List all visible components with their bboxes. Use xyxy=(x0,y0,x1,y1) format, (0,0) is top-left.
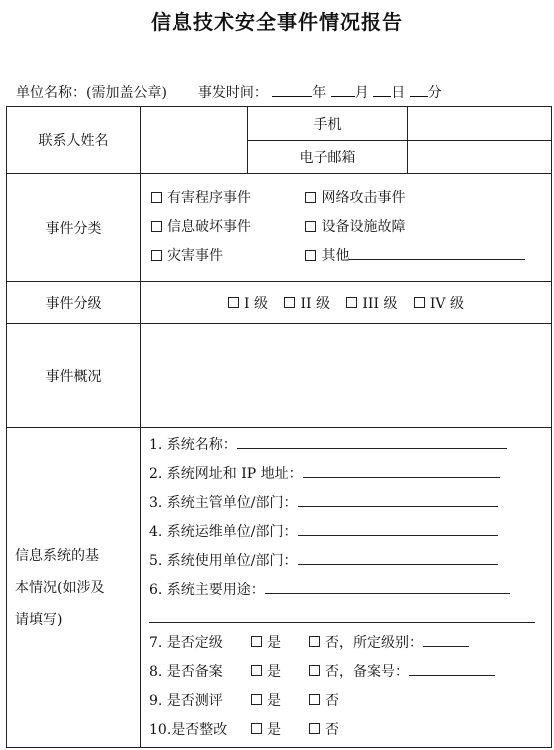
contact-name-label: 联系人姓名 xyxy=(7,107,141,174)
unit-name-label: 单位名称：(需加盖公章) xyxy=(16,85,167,101)
day-field[interactable] xyxy=(373,84,391,97)
incident-time-label: 事发时间： xyxy=(197,85,268,101)
checkbox-icon[interactable] xyxy=(305,192,316,203)
tested-question: 9. 是否测评 xyxy=(149,692,223,709)
header-meta xyxy=(16,82,442,102)
year-label: 年 xyxy=(312,85,327,101)
email-label: 电子邮箱 xyxy=(248,141,408,174)
checkbox-icon[interactable] xyxy=(151,250,162,261)
system-purpose-field[interactable] xyxy=(265,581,510,594)
system-owner-field[interactable] xyxy=(298,494,498,507)
month-label: 月 xyxy=(354,85,369,101)
minute-field[interactable] xyxy=(410,84,428,97)
month-field[interactable] xyxy=(331,84,355,97)
checkbox-icon[interactable] xyxy=(309,636,320,647)
category-option[interactable]: 设备设施故障 xyxy=(305,213,405,242)
rectified-question: 10.是否整改 xyxy=(149,721,228,738)
year-field[interactable] xyxy=(272,84,312,97)
checkbox-icon[interactable] xyxy=(228,297,239,308)
checkbox-icon[interactable] xyxy=(346,297,357,308)
filing-number-field[interactable] xyxy=(409,663,495,676)
category-option[interactable]: 信息破坏事件 xyxy=(151,213,301,242)
category-option[interactable]: 灾害事件 xyxy=(151,242,301,271)
level-label: 事件分级 xyxy=(7,282,141,324)
minute-label: 分 xyxy=(427,85,442,101)
level-option[interactable]: IV 级 xyxy=(414,293,464,313)
system-user-label: 5. 系统使用单位/部门： xyxy=(149,552,298,569)
contact-name-field[interactable] xyxy=(141,107,248,174)
checkbox-icon[interactable] xyxy=(251,665,262,676)
checkbox-icon[interactable] xyxy=(251,636,262,647)
checkbox-icon[interactable] xyxy=(151,221,162,232)
system-name-field[interactable] xyxy=(237,436,507,449)
checkbox-icon[interactable] xyxy=(309,694,320,705)
email-field[interactable] xyxy=(408,141,552,174)
checkbox-icon[interactable] xyxy=(309,723,320,734)
checkbox-icon[interactable] xyxy=(414,297,425,308)
system-ops-label: 4. 系统运维单位/部门： xyxy=(149,523,298,540)
system-purpose-label: 6. 系统主要用途： xyxy=(149,581,265,598)
system-url-field[interactable] xyxy=(303,465,500,478)
day-label: 日 xyxy=(391,85,406,101)
checkbox-icon[interactable] xyxy=(251,723,262,734)
system-ops-field[interactable] xyxy=(298,523,498,536)
system-user-field[interactable] xyxy=(298,552,498,565)
system-owner-label: 3. 系统主管单位/部门： xyxy=(149,494,298,511)
level-option[interactable]: III 级 xyxy=(346,293,397,313)
checkbox-icon[interactable] xyxy=(305,221,316,232)
category-option[interactable]: 有害程序事件 xyxy=(151,184,301,213)
system-info-label: 信息系统的基 本情况(如涉及 请填写) xyxy=(7,428,141,748)
level-options xyxy=(141,282,552,324)
phone-field[interactable] xyxy=(408,107,552,141)
graded-question: 7. 是否定级 xyxy=(149,634,223,651)
level-option[interactable]: II 级 xyxy=(284,293,330,313)
category-options xyxy=(141,174,552,282)
category-label: 事件分类 xyxy=(7,174,141,282)
document-title: 信息技术安全事件情况报告 xyxy=(151,10,403,34)
grade-level-field[interactable] xyxy=(423,634,469,647)
category-option[interactable]: 其他 xyxy=(305,242,349,271)
system-purpose-field-2[interactable] xyxy=(149,610,535,623)
system-url-label: 2. 系统网址和 IP 地址： xyxy=(149,465,303,482)
overview-label: 事件概况 xyxy=(7,324,141,428)
category-option[interactable]: 网络攻击事件 xyxy=(305,184,405,213)
checkbox-icon[interactable] xyxy=(284,297,295,308)
checkbox-icon[interactable] xyxy=(151,192,162,203)
system-info-fields: 1. 系统名称： 2. 系统网址和 IP 地址： 3. 系统主管单位/部门： 4. 系统运维单位/部门： 5. 系统使用单位/部门： 6. 系统主要用途： 7. 是否定级 是 否，所定级别： 8. 是否备案 是 否，备案号： 9. 是否测评 是 否 10.是否整改 是 否 xyxy=(141,428,552,748)
level-option[interactable]: I 级 xyxy=(228,293,268,313)
checkbox-icon[interactable] xyxy=(309,665,320,676)
system-name-label: 1. 系统名称： xyxy=(149,436,237,453)
checkbox-icon[interactable] xyxy=(305,250,316,261)
filed-question: 8. 是否备案 xyxy=(149,663,223,680)
phone-label: 手机 xyxy=(248,107,408,141)
checkbox-icon[interactable] xyxy=(251,694,262,705)
overview-field[interactable] xyxy=(141,324,552,428)
other-category-field[interactable] xyxy=(349,247,525,260)
report-table xyxy=(6,106,552,748)
